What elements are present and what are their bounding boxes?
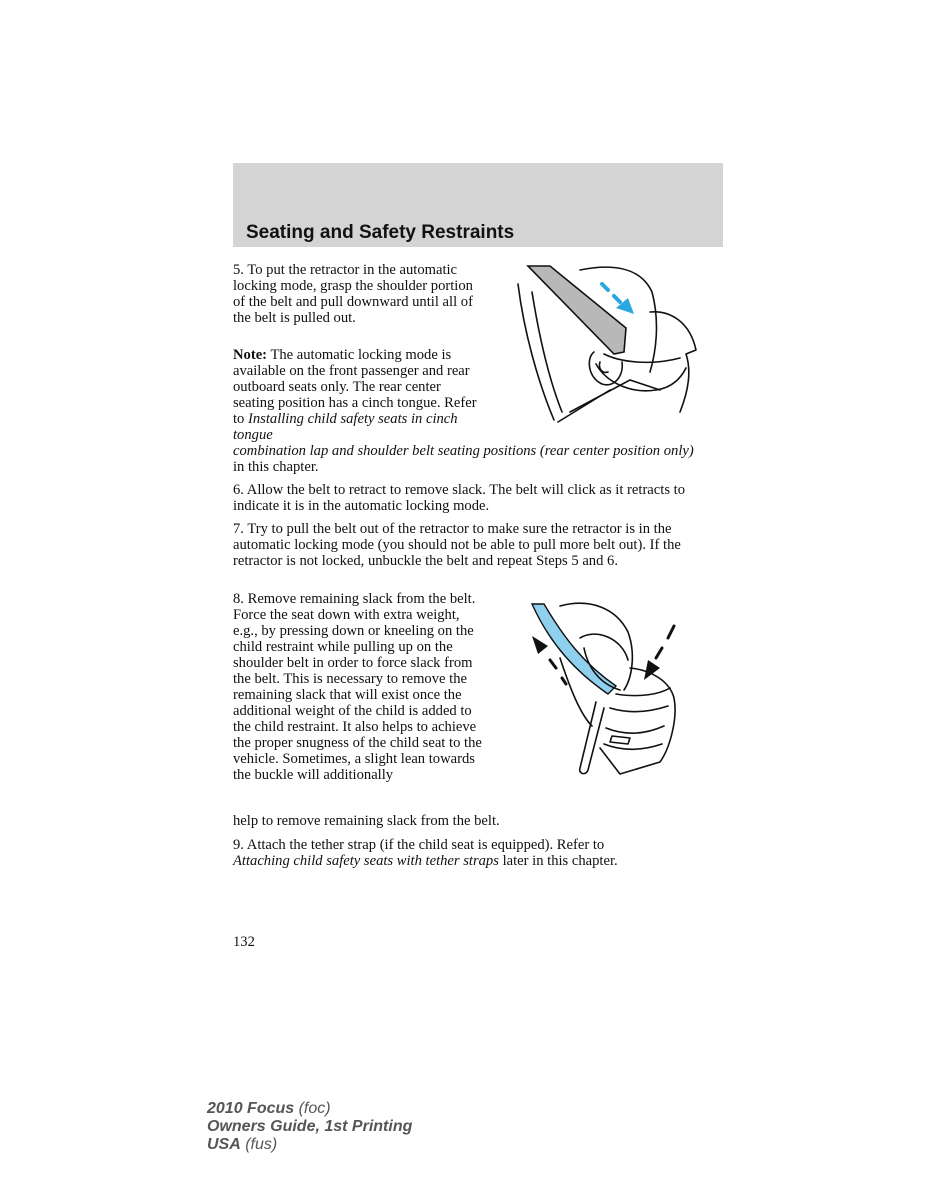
step-7-paragraph: 7. Try to pull the belt out of the retractor to make sure the retractor is in the automatic locking mode (you should not be able to pull more belt out). If the retractor is not locked, unbuckle the belt and repeat Steps 5 and 6. [233, 521, 681, 569]
page-title: Seating and Safety Restraints [246, 222, 515, 243]
child-seat-press-illustration [520, 598, 690, 783]
footer-model-code: (foc) [294, 1100, 331, 1117]
note-reference-b: combination lap and shoulder belt seating positions (rear center position only) [233, 443, 694, 459]
footer-line-3 [207, 1136, 412, 1154]
note-suffix: in this chapter. [233, 459, 319, 475]
step-9-paragraph [233, 837, 718, 869]
step-5-paragraph: 5. To put the retractor in the automatic locking mode, grasp the shoulder portion of the belt and pull downward until all of the belt is pulled out. [233, 262, 473, 326]
seatbelt-pull-illustration [510, 262, 710, 432]
page-number: 132 [233, 934, 255, 950]
footer-market-code: (fus) [240, 1136, 278, 1153]
note-reference-a: Installing child safety seats in cinch tongue [233, 411, 458, 443]
step-9-suffix: later in this chapter. [498, 853, 618, 869]
note-paragraph-continued [233, 443, 703, 475]
print-footer [207, 1100, 412, 1154]
footer-market: USA [207, 1136, 241, 1153]
step-8-paragraph-end: help to remove remaining slack from the belt. [233, 813, 500, 829]
note-text: The automatic locking mode is available on the front passenger and rear outboard seats only. The rear center seating position has a cinch tongue. Refer to [233, 347, 477, 427]
step-9-prefix: 9. Attach the tether strap (if the child seat is equipped). Refer to [233, 837, 605, 853]
footer-line-1 [207, 1100, 412, 1118]
step-8-paragraph: 8. Remove remaining slack from the belt. Force the seat down with extra weight, e.g., by pressing down or kneeling on the child restraint while pulling up on the shoulder belt in order to force slack from the belt. This is necessary to remove the remaining slack that will exist once the additional weight of the child is added to the child restraint. It also helps to achieve the proper snugness of the child seat to the vehicle. Sometimes, a slight lean towards the buckle will additionally [233, 591, 482, 783]
footer-model: 2010 Focus [207, 1100, 295, 1117]
step-6-paragraph: 6. Allow the belt to retract to remove slack. The belt will click as it retracts to indicate it is in the automatic locking mode. [233, 482, 685, 514]
note-label: Note: [233, 347, 268, 363]
step-9-reference: Attaching child safety seats with tether straps [233, 853, 499, 869]
footer-line-2: Owners Guide, 1st Printing [207, 1118, 413, 1135]
note-paragraph [233, 347, 478, 443]
